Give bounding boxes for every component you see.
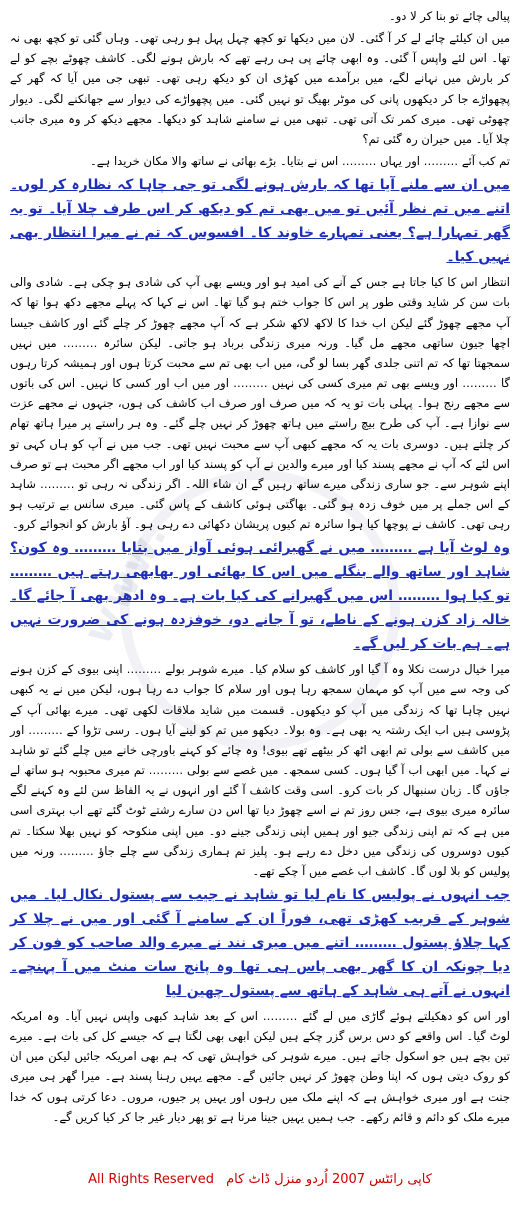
paragraph-3: تم کب آئے ……… اور یہاں ……… اس نے بتایا۔ بڑے بھائی نے ساتھ والا مکان خریدا ہے۔ [90, 154, 510, 169]
paragraph-2: میں ان کیلئے چائے لے کر آ گئی۔ لان میں دیکھا تو کچھ چہل پہل ہو رہی تھی۔ وہاں گئی تو کچھ بھی نہ تھا۔ اس لئے واپس آ گئی۔ وہ ابھی چائے پی ہی رہے تھے کہ بارش ہونے لگی۔ کاشف چھوٹے بچے کو لے کر بارش میں نہانے لگے، میں برآمدے میں کھڑی ان کو دیکھ رہی تھی۔ تبھی جی میں آیا کہ گھر کے پچھواڑے جا کر دیکھوں پانی کی موٹر بھیگ تو نہیں گئی۔ میں پچھواڑے کی دیوار سے جھانکنے لگی۔ دیوار چھوٹی تھی۔ میری کمر تک آتی تھی۔ تبھی میں نے سامنے شاہد کو دیکھا۔ مجھے دیکھ کر وہ میری جانب چلا آیا۔ میں حیران رہ گئی تم؟ [10, 31, 510, 146]
paragraph-1: پیالی چائے تو بنا کر لا دو۔ [388, 9, 510, 23]
footer [0, 1172, 520, 1187]
footer-copyright: کاپی رائٹس 2007 اُردو منزل ڈاٹ کام [226, 1172, 432, 1187]
paragraph-6-highlight: وہ لوٹ آیا ہے ……… میں نے گھبرائی ہوئی آواز میں بتایا ……… وہ کون؟ شاہد اور ساتھ والے بنگلے میں اس کا بھائی اور بھابھی رہتے ہیں ……… تو کیا ہوا ……… اس میں گھبرانے کی کیا بات ہے۔ وہ ادھر بھی آ جائے گا۔ خالہ زاد کزن ہونے کے ناطے، تو آ جانے دو، خوفزدہ ہونے کی ضرورت نہیں ہے۔ ہم بات کر لیں گے۔ [10, 540, 510, 653]
footer-rights: All Rights Reserved [88, 1172, 214, 1187]
paragraph-8-highlight: جب انہوں نے پولیس کا نام لیا تو شاہد نے جیب سے پستول نکال لیا۔ میں شوہر کے قریب کھڑی تھی، فوراً ان کے سامنے آ گئی اور میں نے چلا کر کہا چلاؤ پستول ……… اتنے میں میری نند نے میرے والد صاحب کو فون کر دیا چونکہ ان کا گھر بھی پاس ہی تھا وہ پانچ سات منٹ میں آ پہنچے۔ انہوں نے آتے ہی شاہد کے ہاتھ سے پستول چھین لیا [10, 887, 510, 999]
paragraph-9: اور اس کو دھکیلتے ہوئے گاڑی میں لے گئے ……… اس کے بعد شاہد کبھی واپس نہیں آیا۔ وہ امریکہ لوٹ گیا۔ اس واقعے کو دس برس گزر چکے ہیں لیکن ابھی بھی لگتا ہے کہ جیسے کل کی بات ہے۔ میرے تین بچے ہیں جو اسکول جاتے ہیں۔ میرے شوہر کی خواہش تھی کہ ہم بھی امریکہ جائیں لیکن میں ان کو روک دیتی ہوں کہ اپنا وطن چھوڑ کر نہیں جائیں گے۔ مجھے یہیں رہنا پسند ہے۔ میرا گھر ہی میری جنت ہے اور میری خواہش ہے کہ اپنے ملک میں رہوں اور یہیں پر جیوں، مروں۔ دعا کرتی ہوں کہ خدا میرے ملک کو دائم و قائم رکھے۔ جب ہمیں یہیں جینا مرنا ہے تو پھر دیار غیر جا کر کیا کریں گے۔ [10, 1009, 510, 1124]
paragraph-5: انتظار اس کا کیا جاتا ہے جس کے آنے کی امید ہو اور ویسے بھی آپ کی شادی ہو چکی ہے۔ شادی والی بات سن کر شاید وقتی طور پر اس کا جواب ختم ہو گیا تھا۔ اس نے کہا کہ پہلے مجھے دکھ ہوا تھا کہ آپ مجھے چھوڑ گئے لیکن اب خدا کا لاکھ لاکھ شکر ہے کہ آپ مجھے چھوڑ کر چلے گئے اور کاشف جیسا اچھا جیون ساتھی مجھے مل گیا۔ ورنہ میری زندگی برباد ہو جاتی۔ لیکن سائرہ ……… میں نہیں سمجھتا تھا کہ تم اتنی جلدی گھر بسا لو گی، میں اب بھی تم سے محبت کرتا ہوں اور ہمیشہ کرتا رہوں گا ……… اور ویسے بھی تم میری کسی کی نہیں ……… اور میں اب اور کسی کا نہیں۔ اس کی باتوں سے مجھے رنج ہوا۔ پہلی بات تو یہ کہ میں صرف اور صرف اب کاشف کی ہوں، جنہوں نے مجھے عزت سے نوازا ہے۔ آپ کی طرح بیچ راستے میں ہاتھ چھوڑ کر نہیں چلے گئے۔ وہ ہر راستے پر میرا ہاتھ تھام کر چلتے ہیں۔ دوسری بات یہ کہ مجھے کبھی آپ سے محبت نہیں تھی۔ جب میں نے آپ کو ہاں کہی تو اس لئے کہ آپ نے مجھے پسند کیا اور میرے والدین نے آپ کو پسند کیا اور اب مجھے اگر محبت ہے تو صرف اپنے شوہر سے۔ جو ساری زندگی میرے ساتھ رہیں گے ان شاء اللہ۔ اگر زندگی نہ رہی تو ……… شاہد کے اس جملے پر میں خوف زدہ ہو گئی۔ بھاگتی ہوئی کاشف کے پاس گئی۔ میری سانس بے ترتیب ہو رہی تھی۔ کاشف نے پوچھا کیا ہوا سائرہ تم کیوں پریشان دکھائی دے رہی ہو۔ آؤ بارش کو انجوائے کرو۔ [10, 275, 510, 532]
watermark-text: www. [74, 514, 177, 652]
paragraph-4-highlight: میں ان سے ملنے آیا تھا کہ بارش ہونے لگی تو جی چاہا کہ نظارہ کر لوں۔ اتنے میں تم نظر آئیں تو میں بھی تم کو دیکھ کر اس طرف چلا آیا۔ تو یہ گھر تمہارا ہے؟ یعنی تمہارے خاوند کا۔ افسوس کہ تم نے میرا انتظار بھی نہیں کیا۔ [10, 177, 510, 266]
paragraph-7: میرا خیال درست نکلا وہ آ گیا اور کاشف کو سلام کیا۔ میرے شوہر بولے ……… اپنی بیوی کے کزن ہونے کی وجہ سے میں آپ کو مہمان سمجھ رہا ہوں اور سلام کا جواب دے رہا ہوں، لیکن میں نے یہ کبھی نہیں چاہا تھا کہ زندگی میں آپ کو دیکھوں۔ قسمت میں شاید ملاقات لکھی تھی۔ میرے بھائی آپ کے پڑوسی ہیں اب ایک رشتہ یہ بھی ہے۔ وہ بولا۔ دیکھو میں تم کو لینے آیا ہوں۔ رسی تڑوا کے ……… اور میں کاشف سے بولی تم ابھی اٹھ کر بیٹھے تھے بیوی! وہ چائے کو کہنے باورچی خانے میں چلے گئے تو شاہد نے کہا۔ میں ابھی اب آ گیا ہوں۔ کسی سمجھ۔ میں غصے سے بولی ……… تم میری محبوبہ ہو ساتھ لے جاؤں گا۔ زبان سنبھال کر بات کرو۔ اسی وقت کاشف آ گئے اور انہوں نے یہ الفاظ سن لئے وہ کہنے لگے سائرہ میری بیوی ہے، جس روز تم نے اسے چھوڑ دیا تھا اس دن سارے رشتے ٹوٹ گئے تھے اب بہتری اسی میں ہے کہ تم اپنی زندگی جیو اور ہمیں اپنی زندگی جینے دو۔ میں اپنی منکوحہ کو نہیں بھلا سکتا۔ تم کیوں دوسروں کی زندگی میں دخل دے رہے ہو۔ پلیز تم ہماری زندگی سے چلے جاؤ ……… ورنہ میں پولیس کو بلا لوں گا۔ کاشف اب غصے میں آ چکے تھے۔ [10, 662, 510, 878]
